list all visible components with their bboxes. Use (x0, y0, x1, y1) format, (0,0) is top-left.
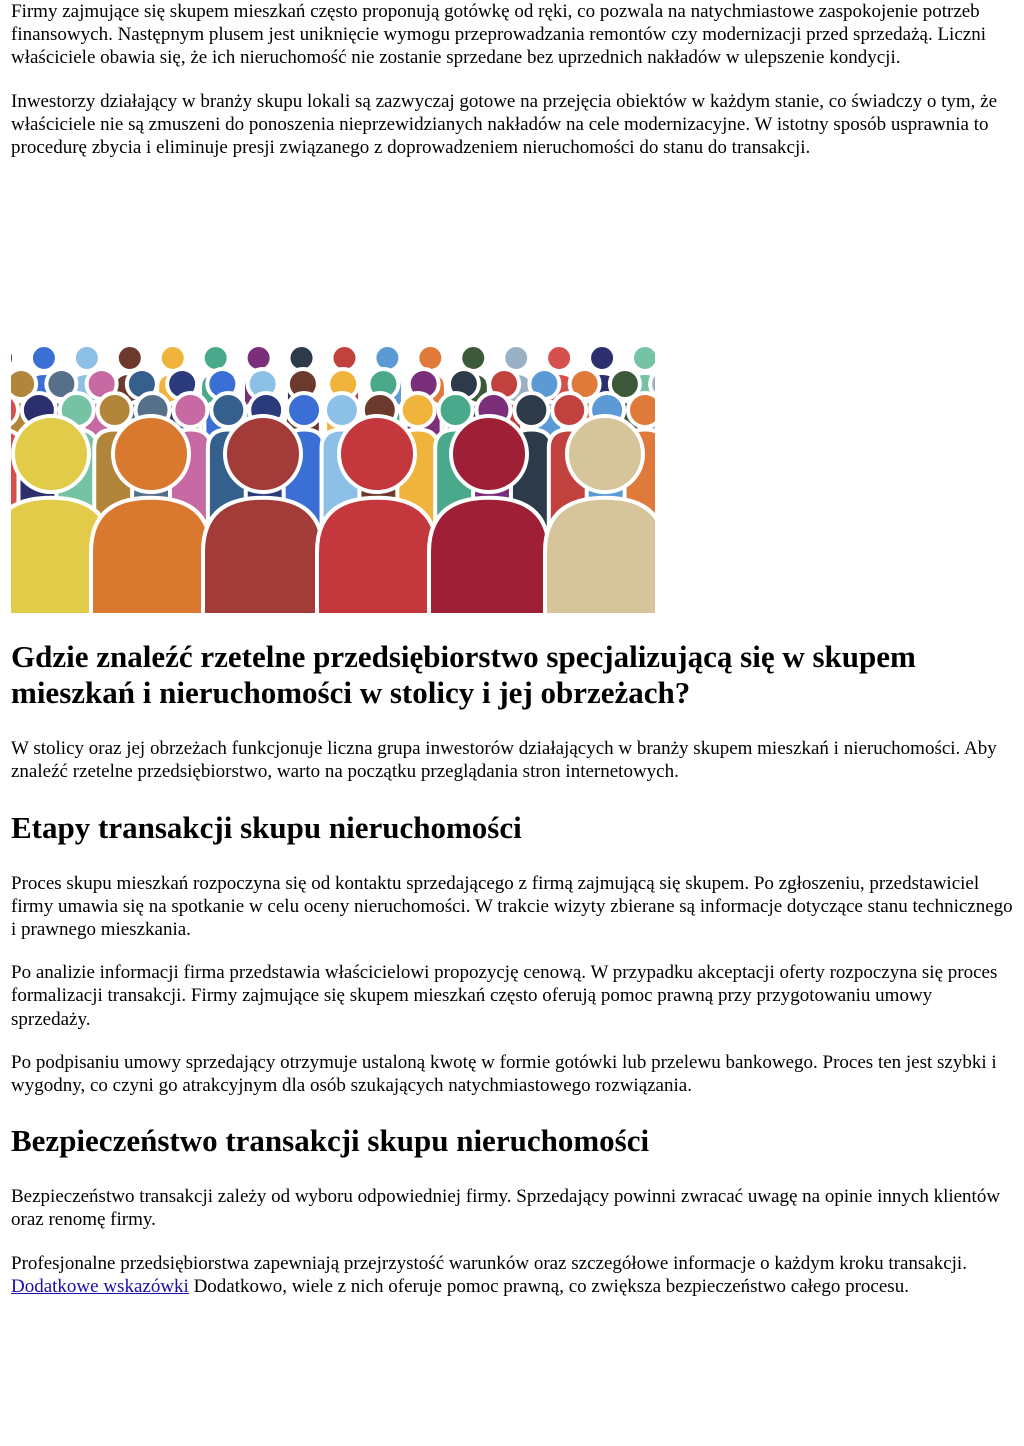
paragraph-professional-text: Profesjonalne przedsiębiorstwa zapewniają przejrzystość warunków oraz szczegółowe informacje o każdym kroku transakcji. (11, 1252, 967, 1274)
paragraph-process-start: Proces skupu mieszkań rozpoczyna się od kontaktu sprzedającego z firmą zajmującą się skupem. Po zgłoszeniu, przedstawiciel firmy umawia się na spotkanie w celu oceny nieruchomości. W trakcie wizyty zbierane są informacje dotyczące stanu technicznego i prawnego mieszkania. (11, 872, 1013, 941)
heading-transaction-stages: Etapy transakcji skupu nieruchomości (11, 809, 522, 845)
crowd-image (11, 336, 655, 613)
paragraph-capital-investors: W stolicy oraz jej obrzeżach funkcjonuje liczna grupa inwestorów działających w branży skupem mieszkań i nieruchomości. Aby znaleźć rzetelne przedsiębiorstwo, warto na początku przeglądania stron internetowych. (11, 738, 997, 783)
heading-transaction-safety: Bezpieczeństwo transakcji skupu nieruchomości (11, 1123, 650, 1159)
paragraph-safety: Bezpieczeństwo transakcji zależy od wyboru odpowiedniej firmy. Sprzedający powinni zwracać uwagę na opinie innych klientów oraz renomę firmy. (11, 1186, 1001, 1231)
crowd-illustration (11, 336, 655, 613)
paragraph-intro: Firmy zajmujące się skupem mieszkań często proponują gotówkę od ręki, co pozwala na natychmiastowe zaspokojenie potrzeb finansowych. Następnym plusem jest uniknięcie wymogu przeprowadzania remontów czy modernizacji przed sprzedażą. Liczni właściciele obawia się, że ich nieruchomość nie zostanie sprzedane bez uprzednich nakładów w ulepszenie kondycji. (11, 1, 986, 69)
article (11, 0, 1013, 1298)
paragraph-professional (11, 1252, 1013, 1298)
heading-find-company: Gdzie znaleźć rzetelne przedsiębiorstwo specjalizującą się w skupem mieszkań i nieruchomości w stolicy i jej obrzeżach? (11, 639, 916, 711)
additional-tips-link[interactable]: Dodatkowe wskazówki (11, 1275, 189, 1297)
paragraph-offer: Po analizie informacji firma przedstawia właścicielowi propozycję cenową. W przypadku akceptacji oferty rozpoczyna się proces formalizacji transakcji. Firmy zajmujące się skupem mieszkań często oferują pomoc prawną przy przygotowaniu umowy sprzedaży. (11, 962, 998, 1030)
paragraph-investors: Inwestorzy działający w branży skupu lokali są zazwyczaj gotowe na przejęcia obiektów w każdym stanie, co świadczy o tym, że właściciele nie są zmuszeni do ponoszenia nieprzewidzianych nakładów na cele modernizacyjne. W istotny sposób usprawnia to procedurę zbycia i eliminuje presji związanego z doprowadzeniem nieruchomości do stanu do transakcji. (11, 90, 998, 159)
paragraph-professional-text-end: Dodatkowo, wiele z nich oferuje pomoc prawną, co zwiększa bezpieczeństwo całego procesu. (188, 1275, 909, 1297)
paragraph-payment: Po podpisaniu umowy sprzedający otrzymuje ustaloną kwotę w formie gotówki lub przelewu bankowego. Proces ten jest szybki i wygodny, co czyni go atrakcyjnym dla osób szukających natychmiastowego rozwiązania. (11, 1051, 997, 1097)
